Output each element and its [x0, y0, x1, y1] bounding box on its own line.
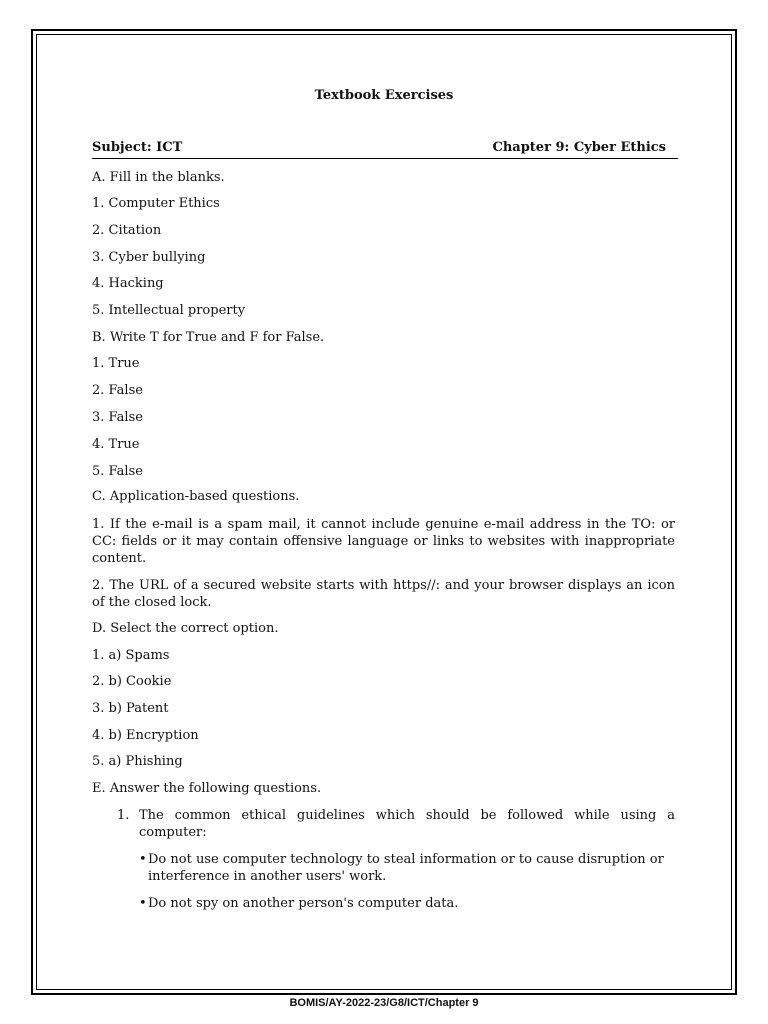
bullet-text: Do not use computer technology to steal information or to cause disruption or interference in another users' work. [148, 852, 664, 884]
section-a-item: 4. Hacking [92, 276, 164, 291]
section-d-item: 4. b) Encryption [92, 728, 199, 743]
section-b-item: 1. True [92, 356, 140, 371]
section-e-question-1 [117, 807, 675, 841]
section-c-answer-2 [92, 577, 675, 611]
subject-label: Subject: ICT [92, 140, 183, 155]
question-text: The common ethical guidelines which should be followed while using a computer: [139, 808, 675, 840]
section-d-item: 2. b) Cookie [92, 674, 172, 689]
section-b-item: 5. False [92, 464, 143, 479]
section-a-item: 3. Cyber bullying [92, 250, 206, 265]
section-d-item: 1. a) Spams [92, 648, 170, 663]
document-title: Textbook Exercises [314, 88, 454, 103]
section-d-item: 3. b) Patent [92, 701, 169, 716]
bullet-item [139, 895, 675, 912]
section-a-heading: A. Fill in the blanks. [92, 170, 225, 185]
page-footer: BOMIS/AY-2022-23/G8/ICT/Chapter 9 [289, 997, 479, 1009]
subject-header [92, 140, 678, 159]
section-c-heading: C. Application-based questions. [92, 489, 300, 504]
section-b-heading: B. Write T for True and F for False. [92, 330, 325, 345]
section-b-item: 2. False [92, 383, 143, 398]
section-a-item: 1. Computer Ethics [92, 196, 220, 211]
chapter-label: Chapter 9: Cyber Ethics [492, 140, 666, 155]
section-a-item: 5. Intellectual property [92, 303, 246, 318]
section-d-item: 5. a) Phishing [92, 754, 183, 769]
bullet-text: Do not spy on another person's computer data. [148, 896, 459, 911]
bullet-icon: • [139, 852, 147, 867]
bullet-icon: • [139, 896, 147, 911]
section-b-item: 4. True [92, 437, 140, 452]
section-c-answer-2-text: 2. The URL of a secured website starts with https//: and your browser displays an icon of the closed lock. [92, 578, 675, 610]
section-d-heading: D. Select the correct option. [92, 621, 279, 636]
bullet-item [139, 851, 675, 885]
section-c-answer-1-text: 1. If the e-mail is a spam mail, it cannot include genuine e-mail address in the TO: or CC: fields or it may contain offensive language or links to websites with inappropriate content. [92, 517, 675, 566]
section-c-answer-1 [92, 516, 675, 567]
section-b-item: 3. False [92, 410, 143, 425]
section-e-heading: E. Answer the following questions. [92, 781, 322, 796]
section-a-item: 2. Citation [92, 223, 162, 238]
question-number: 1. [117, 808, 130, 823]
